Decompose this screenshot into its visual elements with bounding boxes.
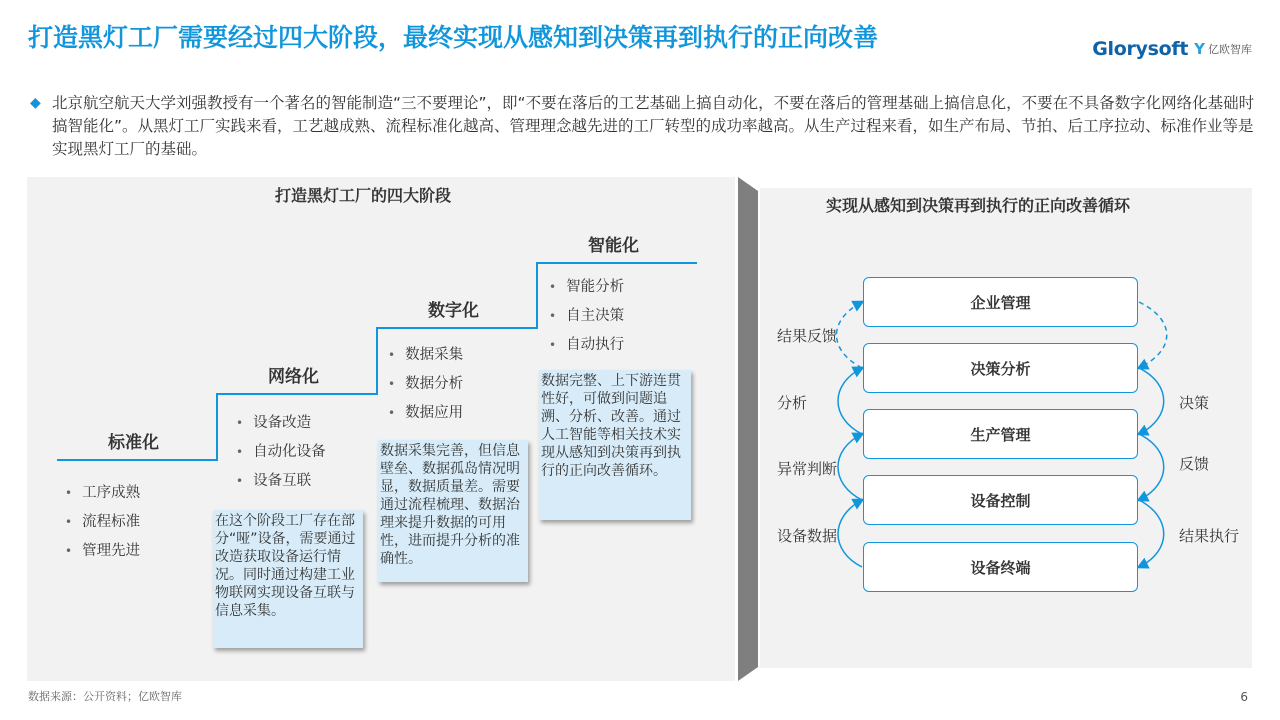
cycle-label-analysis: 分析 xyxy=(777,394,808,412)
cycle-label-equipment-data: 设备数据 xyxy=(777,527,838,545)
cycle-label-feedback: 反馈 xyxy=(1179,455,1210,473)
cycle-box-enterprise-management: 企业管理 xyxy=(863,277,1138,327)
list-item: • 工序成熟 xyxy=(65,479,140,508)
list-item: • 流程标准 xyxy=(65,508,140,537)
cycle-title: 实现从感知到决策再到执行的正向改善循环 xyxy=(826,196,1131,215)
cycle-label-decision: 决策 xyxy=(1179,394,1210,412)
page-title: 打造黑灯工厂需要经过四大阶段，最终实现从感知到决策再到执行的正向改善 xyxy=(28,23,879,52)
diamond-bullet-icon: ◆ xyxy=(30,95,41,111)
cycle-box-decision-analysis: 决策分析 xyxy=(863,343,1138,393)
digitalization-note: 数据采集完善，但信息壁垒、数据孤岛情况明显，数据质量差。需要通过流程梳理、数据治理来提升数据的可用性，进而提升分析的准确性。 xyxy=(378,440,528,582)
list-item: • 设备改造 xyxy=(236,409,326,438)
stage-title-standardization: 标准化 xyxy=(108,433,159,453)
list-item: • 管理先进 xyxy=(65,537,140,566)
list-item: • 数据分析 xyxy=(388,370,463,399)
list-item: • 数据应用 xyxy=(388,399,463,428)
logo-y-icon: Y xyxy=(1194,40,1205,58)
networking-note: 在这个阶段工厂存在部分“哑”设备，需要通过改造获取设备运行情况。同时通过构建工业物联网实现设备互联与信息采集。 xyxy=(213,510,363,648)
stage-title-digitalization: 数字化 xyxy=(428,301,479,321)
data-source: 数据来源：公开资料；亿欧智库 xyxy=(28,690,182,703)
intro-text: 北京航空航天大学刘强教授有一个著名的智能制造“三不要理论”，即“不要在落后的工艺基础上搞自动化，不要在落后的管理基础上搞信息化，不要在不具备数字化网络化基础时搞智能化”。从黑灯工厂实践来看，工艺越成熟、流程标准化越高、管理理念越先进的工厂转型的成功率越高。从生产过程来看，如生产布局、节拍、后工序拉动、标准作业等是实现黑灯工厂的基础。 xyxy=(52,94,1255,158)
list-item: • 智能分析 xyxy=(549,273,624,302)
list-item: • 自主决策 xyxy=(549,302,624,331)
list-item: • 设备互联 xyxy=(236,467,326,496)
list-item: • 自动执行 xyxy=(549,331,624,360)
cycle-label-result-feedback: 结果反馈 xyxy=(777,327,838,345)
cycle-box-equipment-terminal: 设备终端 xyxy=(863,542,1138,592)
cycle-box-equipment-control: 设备控制 xyxy=(863,475,1138,525)
list-item: • 自动化设备 xyxy=(236,438,326,467)
cycle-label-result-execution: 结果执行 xyxy=(1179,527,1240,545)
page-number: 6 xyxy=(1240,690,1248,704)
intelligence-note: 数据完整、上下游连贯性好，可做到问题追溯、分析、改善。通过人工智能等相关技术实现从感知到决策再到执行的正向改善循环。 xyxy=(539,370,691,520)
cycle-label-anomaly-judgment: 异常判断 xyxy=(777,460,838,478)
four-stages-title: 打造黑灯工厂的四大阶段 xyxy=(275,186,452,205)
stage-title-networking: 网络化 xyxy=(268,367,319,387)
logo-brand: Glorysoft xyxy=(1092,38,1189,60)
stage-title-intelligence: 智能化 xyxy=(588,236,639,256)
cycle-box-production-management: 生产管理 xyxy=(863,409,1138,459)
list-item: • 数据采集 xyxy=(388,341,463,370)
logo-sub-text: 亿欧智库 xyxy=(1208,43,1252,56)
